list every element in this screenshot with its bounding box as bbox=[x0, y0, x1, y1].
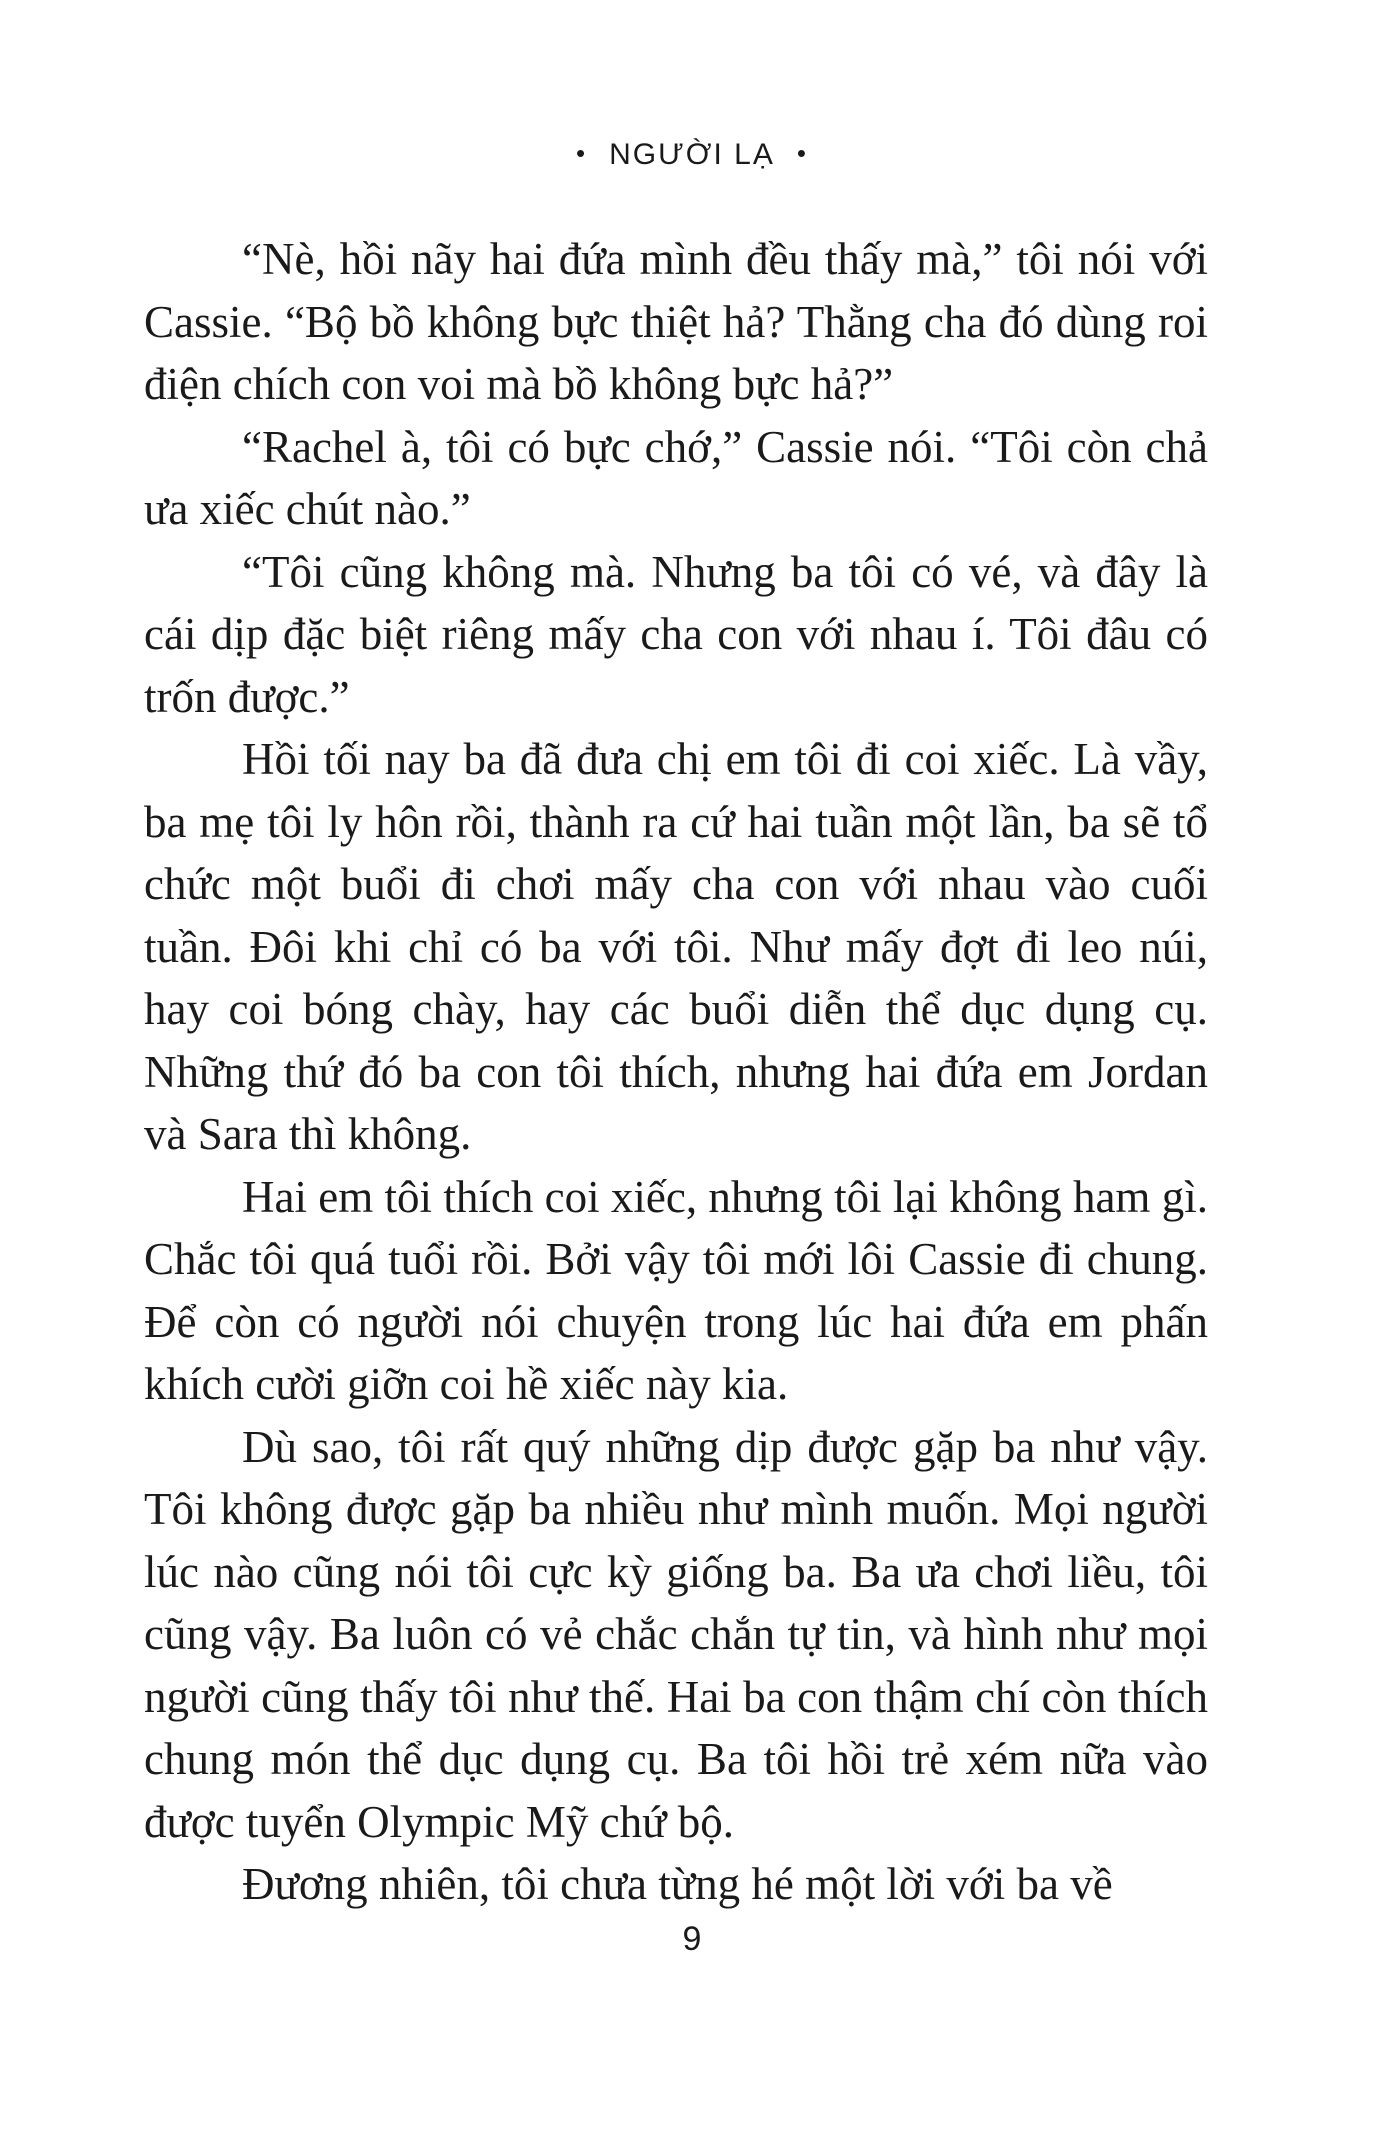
paragraph: Hai em tôi thích coi xiếc, nhưng tôi lại không ham gì. Chắc tôi quá tuổi rồi. Bởi vậy tôi mới lôi Cassie đi chung. Để còn có người nói chuyện trong lúc hai đứa em phấn khích cười giỡn coi hề xiếc này kia. bbox=[144, 1171, 1208, 1409]
chapter-title: NGƯỜI LẠ bbox=[609, 138, 775, 171]
paragraph: Đương nhiên, tôi chưa từng hé một lời với ba về bbox=[242, 1859, 1113, 1909]
paragraph: “Nè, hồi nãy hai đứa mình đều thấy mà,” tôi nói với Cassie. “Bộ bồ không bực thiệt hả? Thằng cha đó dùng roi điện chích con voi mà bồ không bực hả?” bbox=[144, 234, 1208, 409]
paragraph: “Tôi cũng không mà. Nhưng ba tôi có vé, và đây là cái dịp đặc biệt riêng mấy cha con với nhau í. Tôi đâu có trốn được.” bbox=[144, 546, 1208, 722]
header-ornament-left: • bbox=[576, 138, 588, 168]
body-text bbox=[144, 228, 1208, 1916]
header-ornament-right: • bbox=[796, 138, 808, 168]
paragraph: Dù sao, tôi rất quý những dịp được gặp ba như vậy. Tôi không được gặp ba nhiều như mình muốn. Mọi người lúc nào cũng nói tôi cực kỳ giống ba. Ba ưa chơi liều, tôi cũng vậy. Ba luôn có vẻ chắc chắn tự tin, và hình như mọi người cũng thấy tôi như thế. Hai ba con thậm chí còn thích chung món thể dục dụng cụ. Ba tôi hồi trẻ xém nữa vào được tuyển Olympic Mỹ chứ bộ. bbox=[144, 1421, 1208, 1847]
paragraph: “Rachel à, tôi có bực chớ,” Cassie nói. “Tôi còn chả ưa xiếc chút nào.” bbox=[144, 421, 1208, 534]
paragraph: Hồi tối nay ba đã đưa chị em tôi đi coi xiếc. Là vầy, ba mẹ tôi ly hôn rồi, thành ra cứ hai tuần một lần, ba sẽ tổ chức một buổi đi chơi mấy cha con với nhau vào cuối tuần. Đôi khi chỉ có ba với tôi. Như mấy đợt đi leo núi, hay coi bóng chày, hay các buổi diễn thể dục dụng cụ. Những thứ đó ba con tôi thích, nhưng hai đứa em Jordan và Sara thì không. bbox=[144, 734, 1208, 1159]
running-header bbox=[0, 138, 1384, 172]
page-number: 9 bbox=[682, 1920, 702, 1958]
